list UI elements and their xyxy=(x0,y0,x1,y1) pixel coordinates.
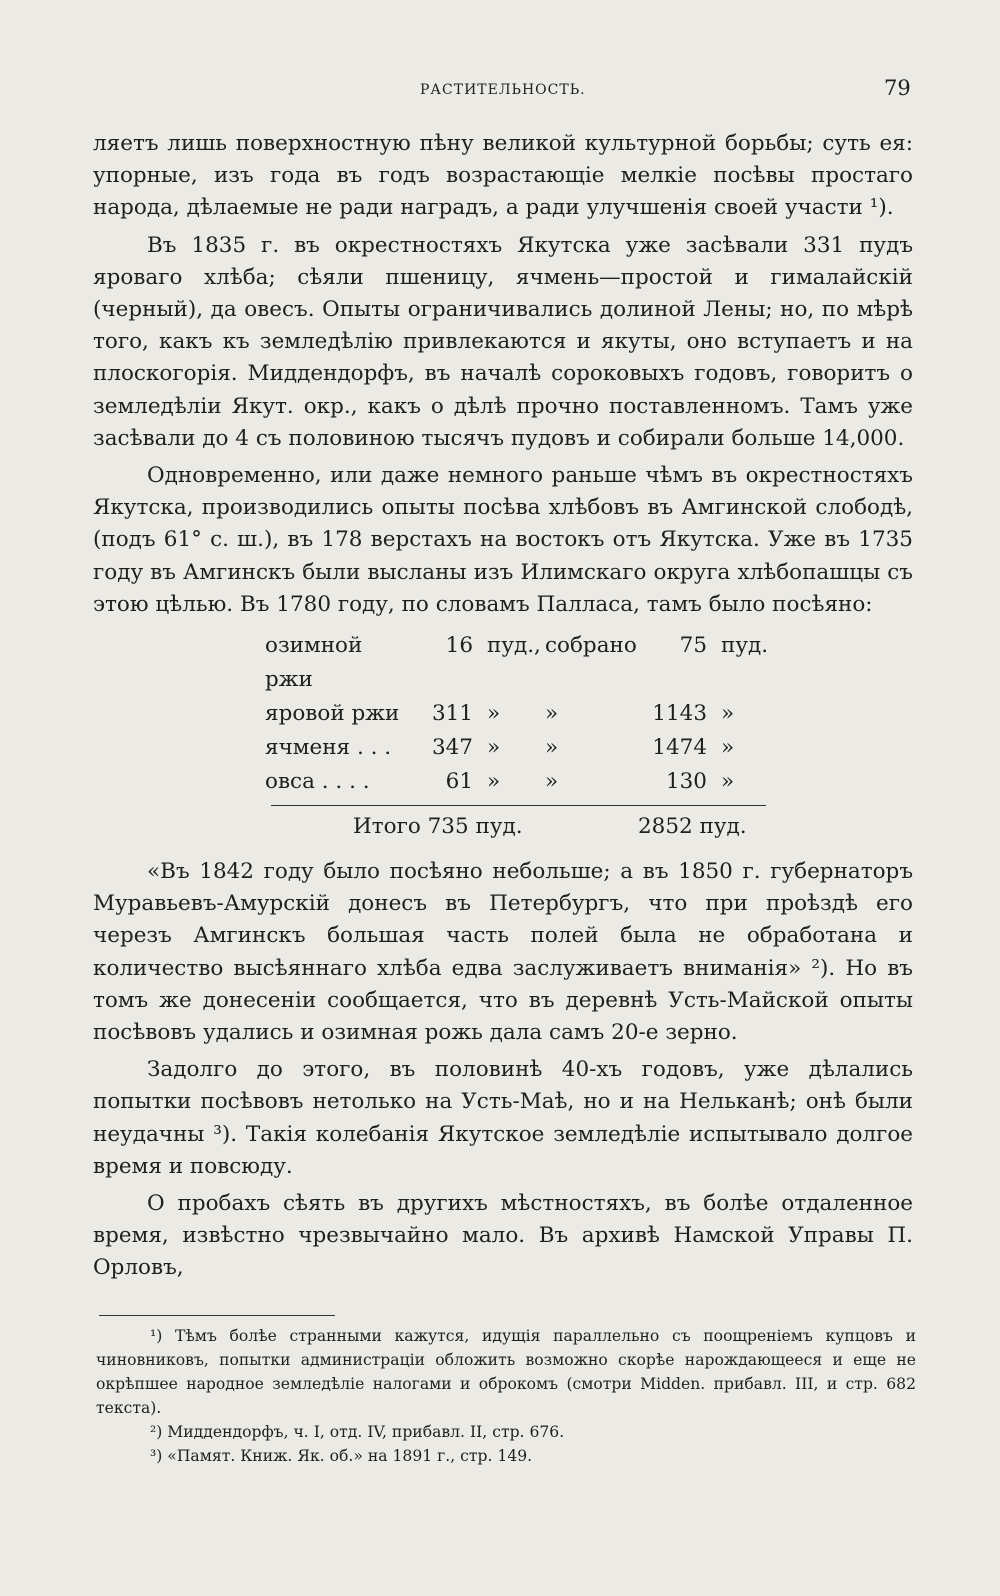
footnote-2: ²) Миддендорфъ, ч. I, отд. IV, прибавл. II, стр. 676. xyxy=(150,1423,565,1441)
harvested-value: 75 xyxy=(679,633,707,659)
table-total-rule xyxy=(271,805,766,806)
harvest-verb: » xyxy=(545,735,559,761)
unit: » xyxy=(487,701,501,727)
unit: » xyxy=(721,701,735,727)
paragraph-5: Задолго до этого, въ половинѣ 40-хъ годовъ, уже дѣлались попытки посѣвовъ нетолько на Усть-Маѣ, но и на Нельканѣ; онѣ были неудачны ³). Такія колебанія Якутское земледѣліе испытывало долгое время и повсюду. xyxy=(93,1057,913,1179)
harvest-table xyxy=(265,629,785,799)
page-header xyxy=(0,76,1000,106)
table-row xyxy=(265,731,785,765)
crop-name: ячменя . . . xyxy=(265,735,392,761)
table-row xyxy=(265,629,785,697)
paragraph-4: «Въ 1842 году было посѣяно небольше; а въ 1850 г. губернаторъ Муравьевъ-Амурскій донесъ въ Петербургъ, что при проѣздѣ его черезъ Амгинскъ большая часть полей была не обработана и количество высѣяннаго хлѣба едва заслуживаетъ вниманія» ²). Но въ томъ же донесеніи сообщается, что въ деревнѣ Усть-Майской опыты посѣвовъ удались и озимная рожь дала самъ 20-е зерно. xyxy=(93,859,913,1046)
harvested-value: 1474 xyxy=(652,735,707,761)
unit: » xyxy=(721,769,735,795)
crop-name: озимной ржи xyxy=(265,633,363,693)
table-totals xyxy=(353,810,913,844)
crop-name: яровой ржи xyxy=(265,701,400,727)
total-sown: Итого 735 пуд. xyxy=(353,814,523,840)
footnote-3: ³) «Памят. Книж. Як. об.» на 1891 г., стр. 149. xyxy=(150,1447,533,1465)
footnote-1: ¹) Тѣмъ болѣе странными кажутся, идущія параллельно съ поощреніемъ купцовъ и чиновниковъ, попытки администраціи обложить возможно скорѣе нарождающееся и еще не окрѣпшее народное земледѣліе налогами и оброкомъ (смотри Midden. прибавл. III, и стр. 682 текста). xyxy=(96,1327,916,1417)
sown-value: 16 xyxy=(445,633,473,659)
sown-value: 61 xyxy=(445,769,473,795)
footnotes xyxy=(96,1324,916,1468)
sown-value: 311 xyxy=(431,701,473,727)
unit: » xyxy=(721,735,735,761)
paragraph-3: Одновременно, или даже немного раньше чѣмъ въ окрестностяхъ Якутска, производились опыты посѣва хлѣбовъ въ Амгинской слободѣ, (подъ 61° с. ш.), въ 178 верстахъ на востокъ отъ Якутска. Уже въ 1735 году въ Амгинскъ были высланы изъ Илимскаго округа хлѣбопашцы съ этою цѣлью. Въ 1780 году, по словамъ Палласа, тамъ было посѣяно: xyxy=(93,463,913,617)
page-number: 79 xyxy=(884,76,911,100)
crop-name: овса . . . . xyxy=(265,769,370,795)
sown-value: 347 xyxy=(431,735,473,761)
harvested-value: 1143 xyxy=(652,701,707,727)
harvest-verb: » xyxy=(545,769,559,795)
footnote-divider xyxy=(99,1315,335,1316)
running-head: РАСТИТЕЛЬНОСТЬ. xyxy=(420,82,586,98)
paragraph-1: ляетъ лишь поверхностную пѣну великой культурной борьбы; суть ея: упорные, изъ года въ годъ возрастающіе мелкіе посѣвы простаго народа, дѣлаемые не ради наградъ, а ради улучшенія своей участи ¹). xyxy=(93,131,913,221)
harvest-verb: собрано xyxy=(545,633,637,659)
unit: » xyxy=(487,735,501,761)
unit: пуд. xyxy=(721,633,769,659)
table-row xyxy=(265,697,785,731)
paragraph-6: О пробахъ сѣять въ другихъ мѣстностяхъ, въ болѣе отдаленное время, извѣстно чрезвычайно мало. Въ архивѣ Намской Управы П. Орловъ, xyxy=(93,1191,913,1281)
harvest-verb: » xyxy=(545,701,559,727)
total-harvested: 2852 пуд. xyxy=(638,814,747,840)
main-text xyxy=(93,128,913,1285)
paragraph-2: Въ 1835 г. въ окрестностяхъ Якутска уже засѣвали 331 пудъ яроваго хлѣба; сѣяли пшеницу, ячмень—простой и гималайскій (черный), да овесъ. Опыты ограничивались долиной Лены; но, по мѣрѣ того, какъ къ земледѣлію привлекаются и якуты, оно вступаетъ и на плоскогорія. Миддендорфъ, въ началѣ сороковыхъ годовъ, говоритъ о земледѣліи Якут. окр., какъ о дѣлѣ прочно поставленномъ. Тамъ уже засѣвали до 4 съ половиною тысячъ пудовъ и собирали больше 14,000. xyxy=(93,232,913,451)
table-row xyxy=(265,765,785,799)
unit: пуд., xyxy=(487,633,541,659)
unit: » xyxy=(487,769,501,795)
harvested-value: 130 xyxy=(665,769,707,795)
